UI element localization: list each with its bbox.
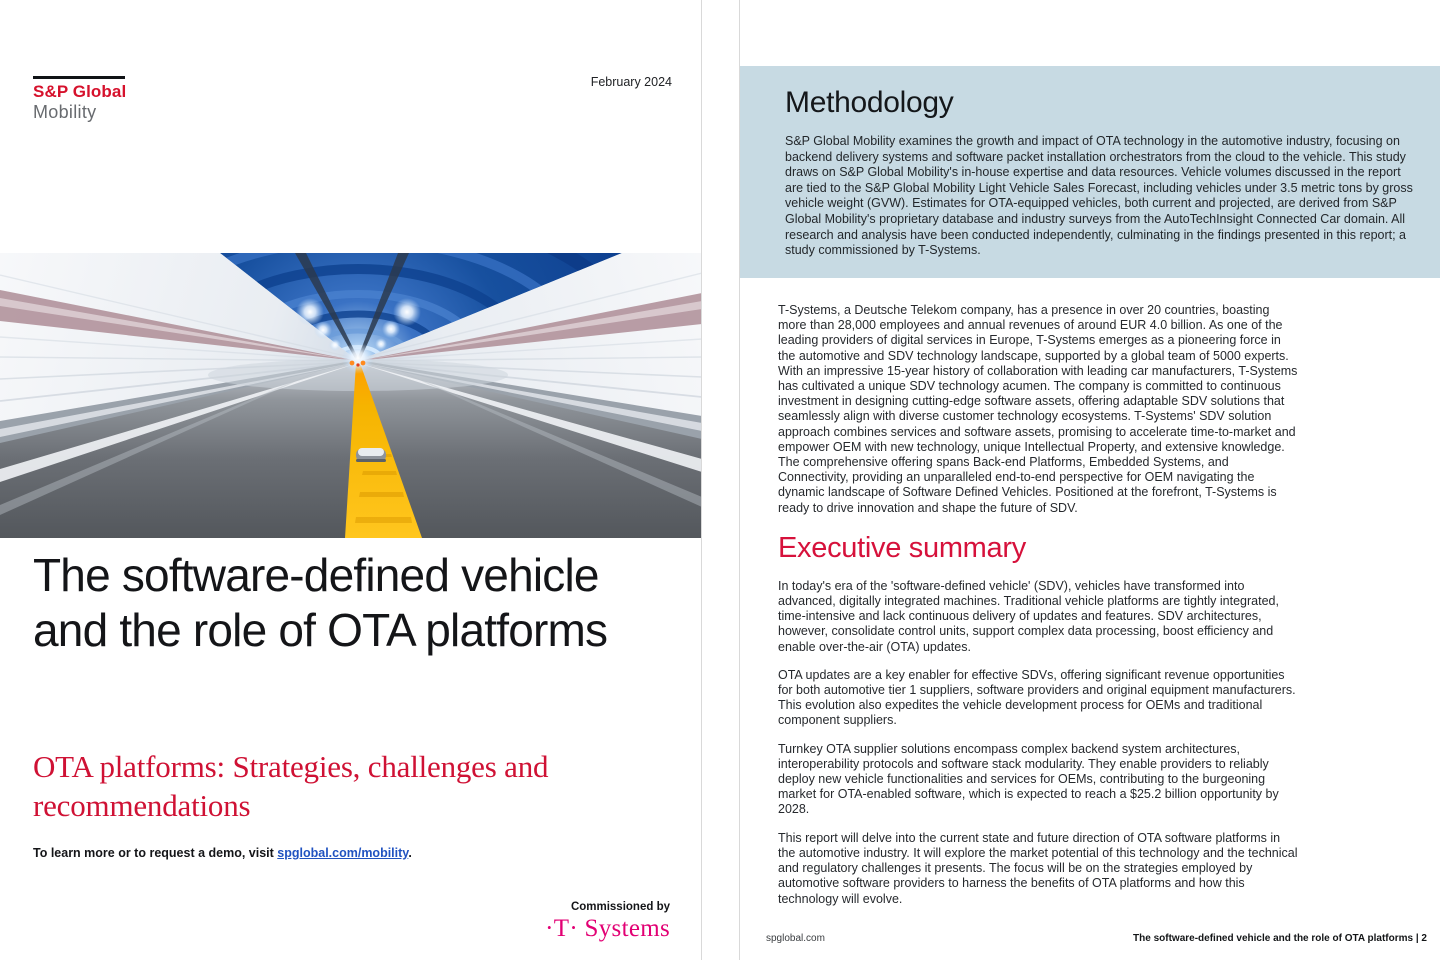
footer-report-title-pagenum: The software-defined vehicle and the role of OTA platforms | 2 <box>1133 933 1427 944</box>
cta-period: . <box>408 846 412 860</box>
page-divider-left <box>701 0 702 960</box>
content-page <box>740 0 1440 960</box>
cover-page <box>0 0 702 960</box>
cta-line <box>33 846 412 860</box>
main-text-column <box>778 303 1299 920</box>
exec-paragraph-3: Turnkey OTA supplier solutions encompass complex backend system architectures, interoperability protocols and software stack modularity. They enable providers to reliably deploy new vehicle functionalities and services for OEMs, contributing to the burgeoning market for OTA-enabled software, which is expected to reach a $25.2 billion opportunity by 2028. <box>778 741 1279 817</box>
exec-paragraph-2: OTA updates are a key enabler for effective SDVs, offering significant revenue opportunities for both automotive tier 1 suppliers, software providers and original equipment manufacturers. This evolution also expedites the vehicle development process for OEMs and traditional component suppliers. <box>778 667 1296 728</box>
tunnel-road-photo <box>0 253 702 538</box>
commissioned-by-label: Commissioned by <box>570 901 670 913</box>
report-subtitle: OTA platforms: Strategies, challenges and recommendations <box>33 749 549 823</box>
methodology-body: S&P Global Mobility examines the growth and impact of OTA technology in the automotive industry, focusing on backend delivery systems and software packet installation orchestrators from the cloud to the vehicle. This study draws on S&P Global Mobility's in-house expertise and data resources. Vehicle volumes discussed in the report are tied to the S&P Global Mobility Light Vehicle Sales Forecast, including vehicles under 3.5 metric tons by gross vehicle weight (GVW). Estimates for OTA-equipped vehicles, both current and projected, are derived from S&P Global Mobility's proprietary database and industry surveys from the AutoTechInsight Connected Car domain. All research and analysis have been conducted independently, culminating in the findings presented in this report; a study commissioned by T-Systems. <box>785 134 1413 258</box>
report-date: February 2024 <box>590 75 672 89</box>
page-footer <box>766 933 1427 944</box>
report-title: The software-defined vehicle and the role of OTA platforms <box>33 549 608 657</box>
logo-mobility: Mobility <box>33 102 97 122</box>
methodology-callout-box <box>740 66 1440 278</box>
footer-site-url: spglobal.com <box>766 933 825 944</box>
commissioned-block <box>0 901 670 943</box>
sp-global-mobility-logo <box>33 76 126 121</box>
spglobal-mobility-link[interactable]: spglobal.com/mobility <box>277 846 409 860</box>
exec-paragraph-1: In today's era of the 'software-defined vehicle' (SDV), vehicles have transformed into advanced, digitally integrated machines. Traditional vehicle platforms are tightly integrated, time-intensive and lack continuous delivery of updates and features. SDV architectures, however, consolidate control units, support complex data processing, boost efficiency and enable over-the-air (OTA) updates. <box>778 578 1279 654</box>
t-systems-logo: ·T· Systems <box>545 915 670 942</box>
executive-summary-heading: Executive summary <box>778 531 1026 564</box>
cta-text: To learn more or to request a demo, visit <box>33 846 278 860</box>
tsystems-paragraph: T-Systems, a Deutsche Telekom company, has a presence in over 20 countries, boasting more than 28,000 employees and annual revenues of around EUR 4.0 billion. As one of the leading providers of digital services in Europe, T-Systems emerges as a pioneering force in the automotive and SDV technology landscape, supported by a global team of 5000 experts. With an impressive 15-year history of collaboration with leading car manufacturers, T-Systems has cultivated a unique SDV technology acumen. The company is committed to continuous investment in designing cutting-edge software assets, offering adaptable SDV solutions that seamlessly align with diverse customer technology ecosystems. T-Systems' SDV solution approach combines services and software assets, promising to accelerate time-to-market and empower OEM with new technology, unique Intellectual Property, and extensive knowledge. The comprehensive offering spans Back-end Platforms, Embedded Systems, and Connectivity, providing an unparalleled end-to-end perspective for OEM navigating the dynamic landscape of Software Defined Vehicles. Positioned at the forefront, T-Systems is ready to drive innovation and shape the future of SDV. <box>778 303 1298 515</box>
road-reflector <box>356 448 386 462</box>
logo-top-bar <box>33 76 125 79</box>
logo-sp-global: S&P Global <box>33 82 127 101</box>
exec-paragraph-4: This report will delve into the current state and future direction of OTA software platforms in the automotive industry. It will explore the market potential of this technology and the technical and regulatory challenges it presents. The focus will be on the strategies employed by automotive software providers to harness the benefits of OTA platforms and how this technology will evolve. <box>778 830 1298 906</box>
methodology-heading: Methodology <box>785 86 954 119</box>
tunnel-illustration <box>0 253 702 538</box>
